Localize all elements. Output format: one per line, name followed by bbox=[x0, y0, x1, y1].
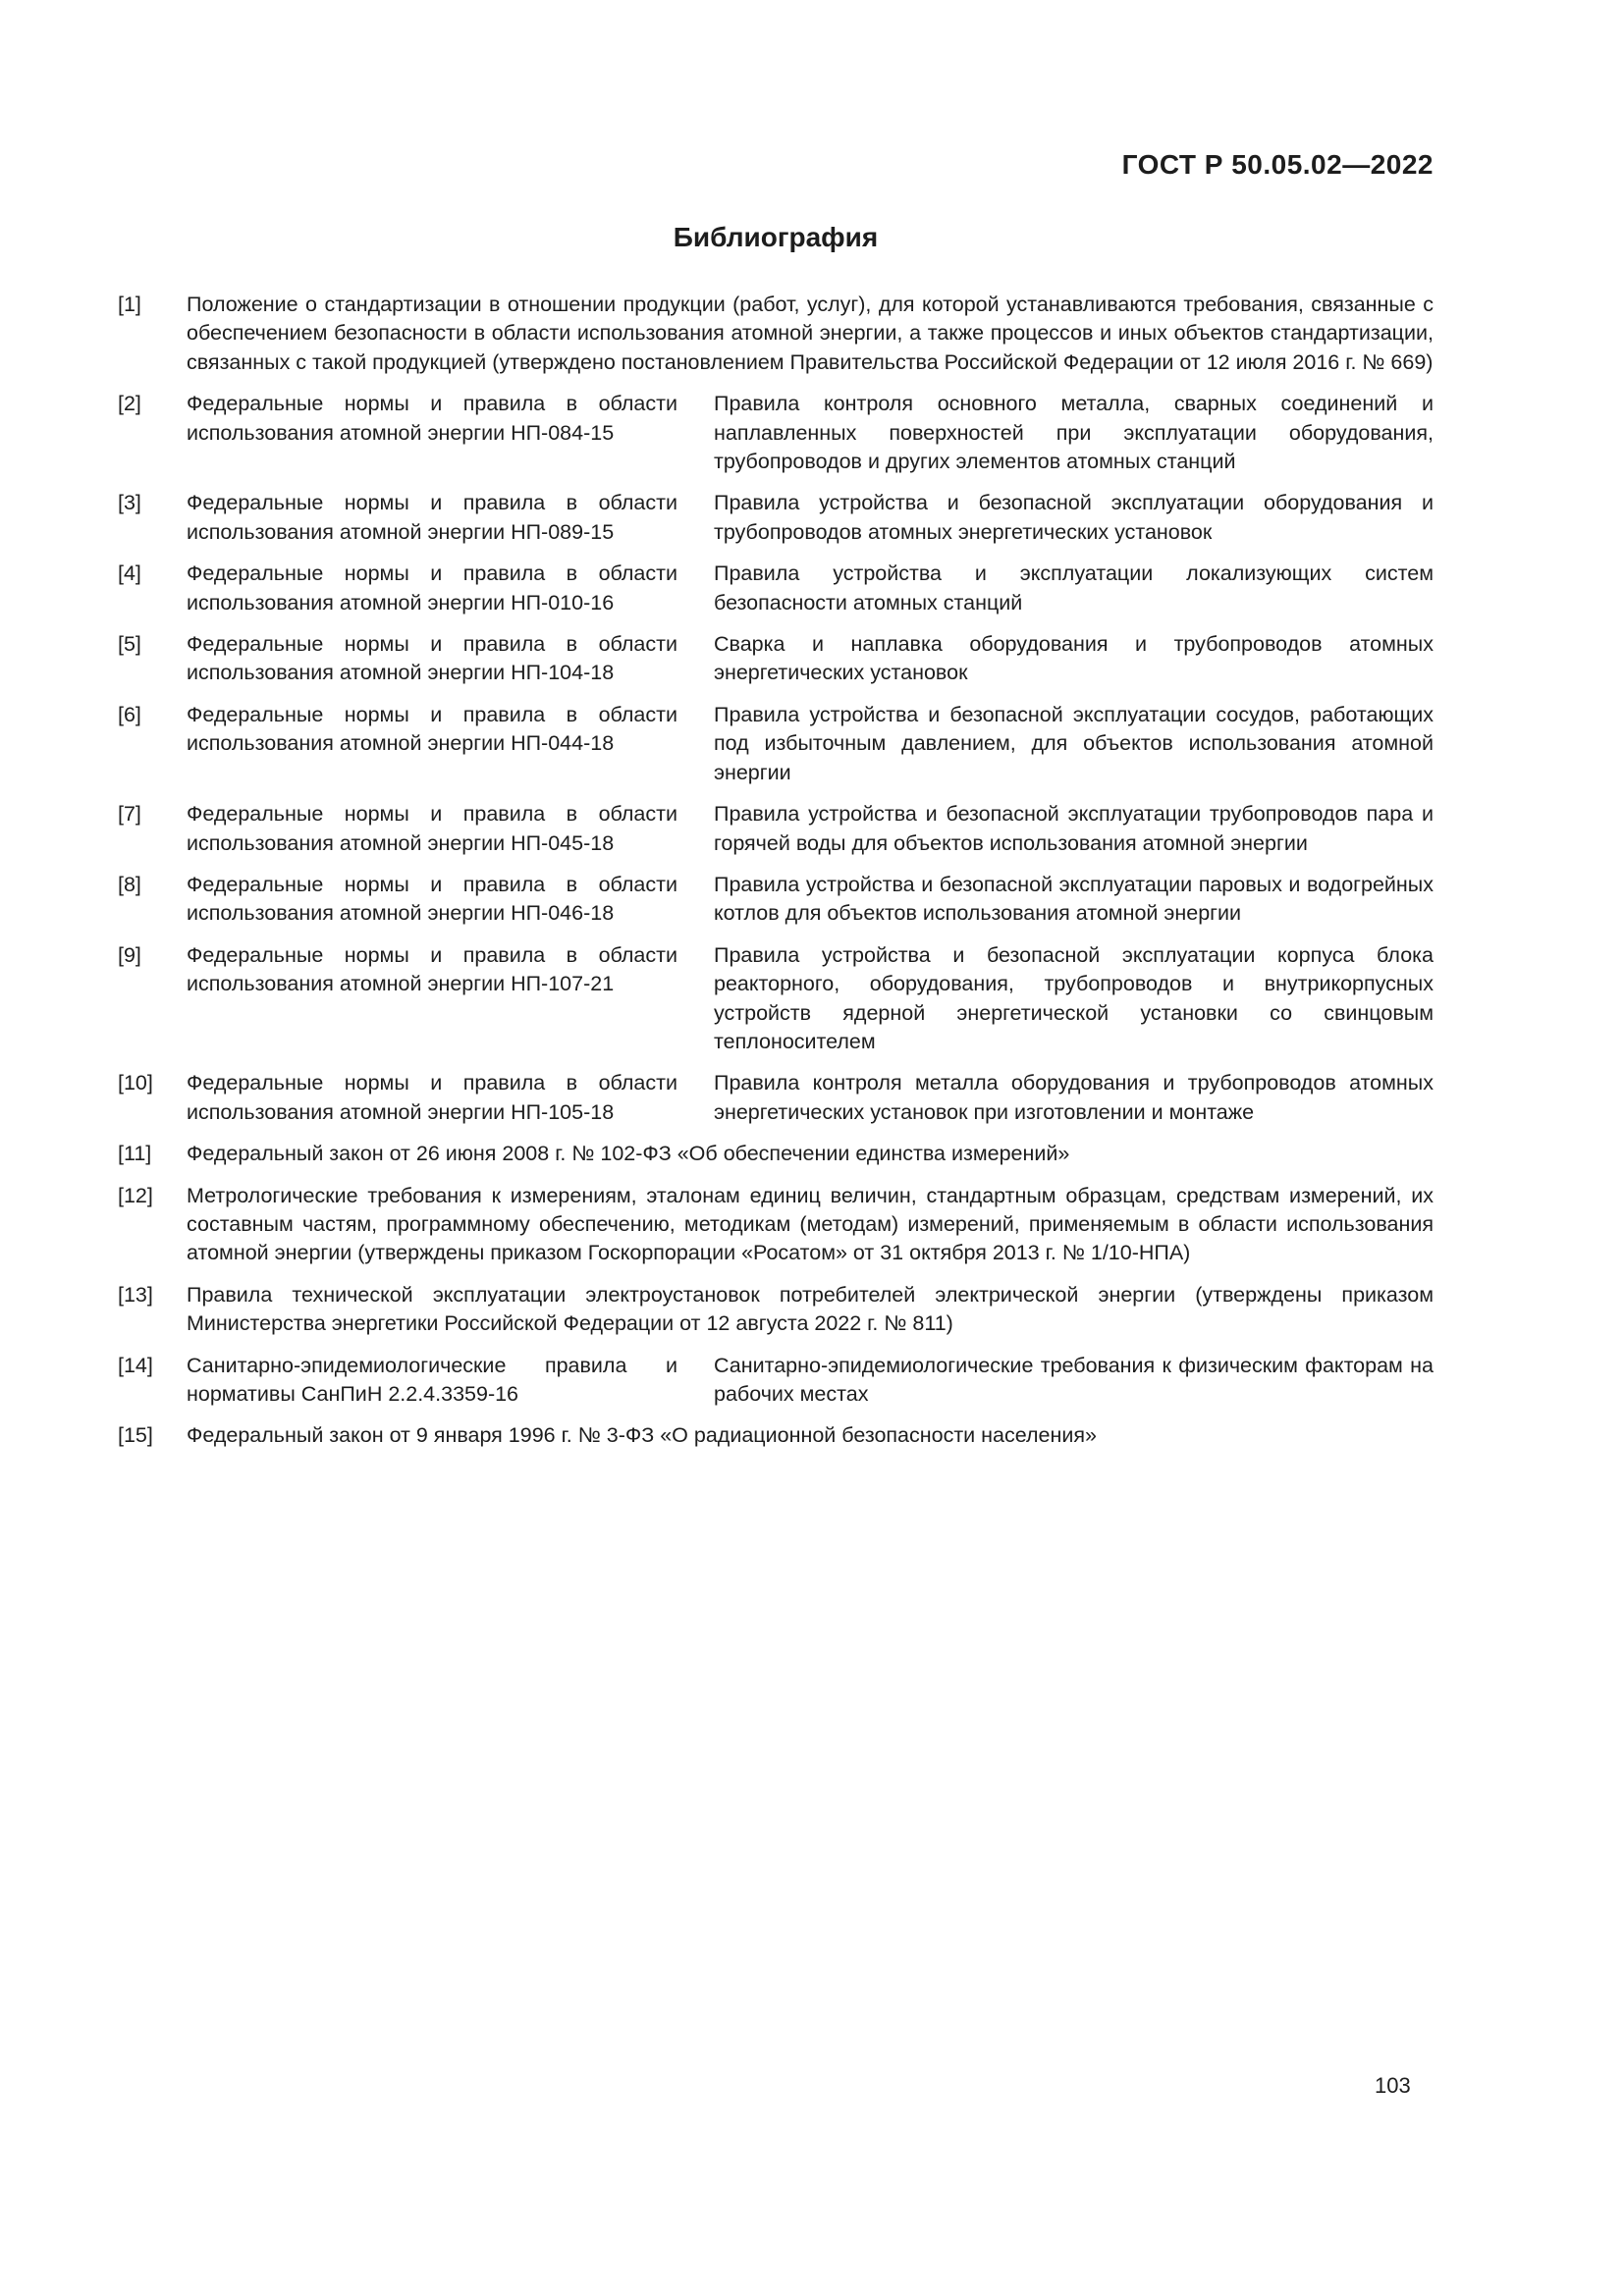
reference-description: Правила устройства и безопасной эксплуатации паровых и водогрейных котлов для объектов использования атомной энергии bbox=[714, 872, 1434, 926]
reference-text: Положение о стандартизации в отношении продукции (работ, услуг), для которой устанавливаются требования, связанные с обеспечением безопасности в области использования атомной энергии, а также процессов и иных объектов стандартизации, связанных с такой продукцией (утверждено постановлением Правительства Российской Федерации от 12 июля 2016 г. № 669) bbox=[187, 293, 1434, 374]
reference-number: [10] bbox=[118, 1071, 153, 1095]
reference-description: Правила контроля металла оборудования и трубопроводов атомных энергетических установок при изготовлении и монтаже bbox=[714, 1071, 1434, 1124]
reference-text: Метрологические требования к измерениям, эталонам единиц величин, стандартным образцам, средствам измерений, их составным частям, программному обеспечению, методикам (методам) измерений, применяемым в области использования атомной энергии (утверждены приказом Госкорпорации «Росатом» от 31 октября 2013 г. № 1/10-НПА) bbox=[187, 1183, 1434, 1265]
reference-number: [13] bbox=[118, 1282, 153, 1307]
reference-source: Федеральные нормы и правила в области использования атомной энергии НП-044-18 bbox=[187, 702, 677, 756]
page-number: 103 bbox=[1375, 2073, 1411, 2098]
reference-item bbox=[118, 1281, 1434, 1339]
reference-text: Федеральный закон от 9 января 1996 г. № 3-ФЗ «О радиационной безопасности населения» bbox=[187, 1423, 1097, 1448]
reference-description: Санитарно-эпидемиологические требования к физическим факторам на рабочих местах bbox=[714, 1353, 1434, 1406]
reference-description: Правила устройства и эксплуатации локализующих систем безопасности атомных станций bbox=[714, 561, 1434, 614]
reference-number: [8] bbox=[118, 872, 141, 896]
reference-number: [11] bbox=[118, 1142, 152, 1166]
reference-text: Федеральный закон от 26 июня 2008 г. № 102-ФЗ «Об обеспечении единства измерений» bbox=[187, 1142, 1070, 1166]
reference-item bbox=[118, 1421, 1434, 1450]
doc-header: ГОСТ Р 50.05.02—2022 bbox=[1121, 149, 1434, 180]
reference-item bbox=[118, 630, 1434, 688]
reference-number: [9] bbox=[118, 942, 141, 967]
reference-source: Федеральные нормы и правила в области использования атомной энергии НП-010-16 bbox=[187, 561, 677, 614]
reference-item bbox=[118, 1352, 1434, 1410]
reference-number: [3] bbox=[118, 491, 141, 515]
reference-source: Федеральные нормы и правила в области использования атомной энергии НП-084-15 bbox=[187, 392, 677, 445]
reference-source: Санитарно-эпидемиологические правила и нормативы СанПиН 2.2.4.3359-16 bbox=[187, 1353, 677, 1406]
reference-number: [6] bbox=[118, 702, 141, 726]
reference-description: Правила устройства и безопасной эксплуатации сосудов, работающих под избыточным давлением, для объектов использования атомной энергии bbox=[714, 702, 1434, 784]
reference-item bbox=[118, 1140, 1434, 1168]
reference-number: [1] bbox=[118, 293, 141, 316]
reference-item bbox=[118, 800, 1434, 858]
reference-source: Федеральные нормы и правила в области использования атомной энергии НП-107-21 bbox=[187, 942, 677, 996]
reference-source: Федеральные нормы и правила в области использования атомной энергии НП-045-18 bbox=[187, 802, 677, 855]
reference-number: [2] bbox=[118, 392, 141, 416]
page-title: Библиография bbox=[673, 222, 879, 252]
reference-source: Федеральные нормы и правила в области использования атомной энергии НП-046-18 bbox=[187, 872, 677, 926]
reference-number: [12] bbox=[118, 1183, 153, 1207]
reference-source: Федеральные нормы и правила в области использования атомной энергии НП-104-18 bbox=[187, 632, 677, 685]
reference-item bbox=[118, 489, 1434, 547]
reference-item bbox=[118, 390, 1434, 476]
reference-number: [15] bbox=[118, 1423, 153, 1448]
references-list bbox=[118, 291, 1434, 1464]
reference-description: Правила устройства и безопасной эксплуатации трубопроводов пара и горячей воды для объектов использования атомной энергии bbox=[714, 802, 1434, 855]
reference-item bbox=[118, 871, 1434, 929]
reference-item bbox=[118, 560, 1434, 617]
reference-item bbox=[118, 291, 1434, 377]
reference-item bbox=[118, 701, 1434, 787]
reference-description: Сварка и наплавка оборудования и трубопроводов атомных энергетических установок bbox=[714, 632, 1434, 685]
reference-item bbox=[118, 1182, 1434, 1268]
reference-number: [5] bbox=[118, 632, 141, 657]
reference-item bbox=[118, 941, 1434, 1057]
reference-description: Правила контроля основного металла, сварных соединений и наплавленных поверхностей при эксплуатации оборудования, трубопроводов и других элементов атомных станций bbox=[714, 392, 1434, 474]
reference-source: Федеральные нормы и правила в области использования атомной энергии НП-105-18 bbox=[187, 1071, 677, 1124]
reference-number: [7] bbox=[118, 802, 141, 827]
reference-text: Правила технической эксплуатации электроустановок потребителей электрической энергии (утверждены приказом Министерства энергетики Российской Федерации от 12 августа 2022 г. № 811) bbox=[187, 1282, 1434, 1336]
reference-description: Правила устройства и безопасной эксплуатации корпуса блока реакторного, оборудования, трубопроводов и внутрикорпусных устройств ядерной энергетической установки со свинцовым теплоносителем bbox=[714, 942, 1434, 1053]
reference-item bbox=[118, 1069, 1434, 1127]
reference-source: Федеральные нормы и правила в области использования атомной энергии НП-089-15 bbox=[187, 491, 677, 544]
reference-number: [14] bbox=[118, 1353, 153, 1377]
reference-number: [4] bbox=[118, 561, 141, 586]
reference-description: Правила устройства и безопасной эксплуатации оборудования и трубопроводов атомных энергетических установок bbox=[714, 491, 1434, 544]
